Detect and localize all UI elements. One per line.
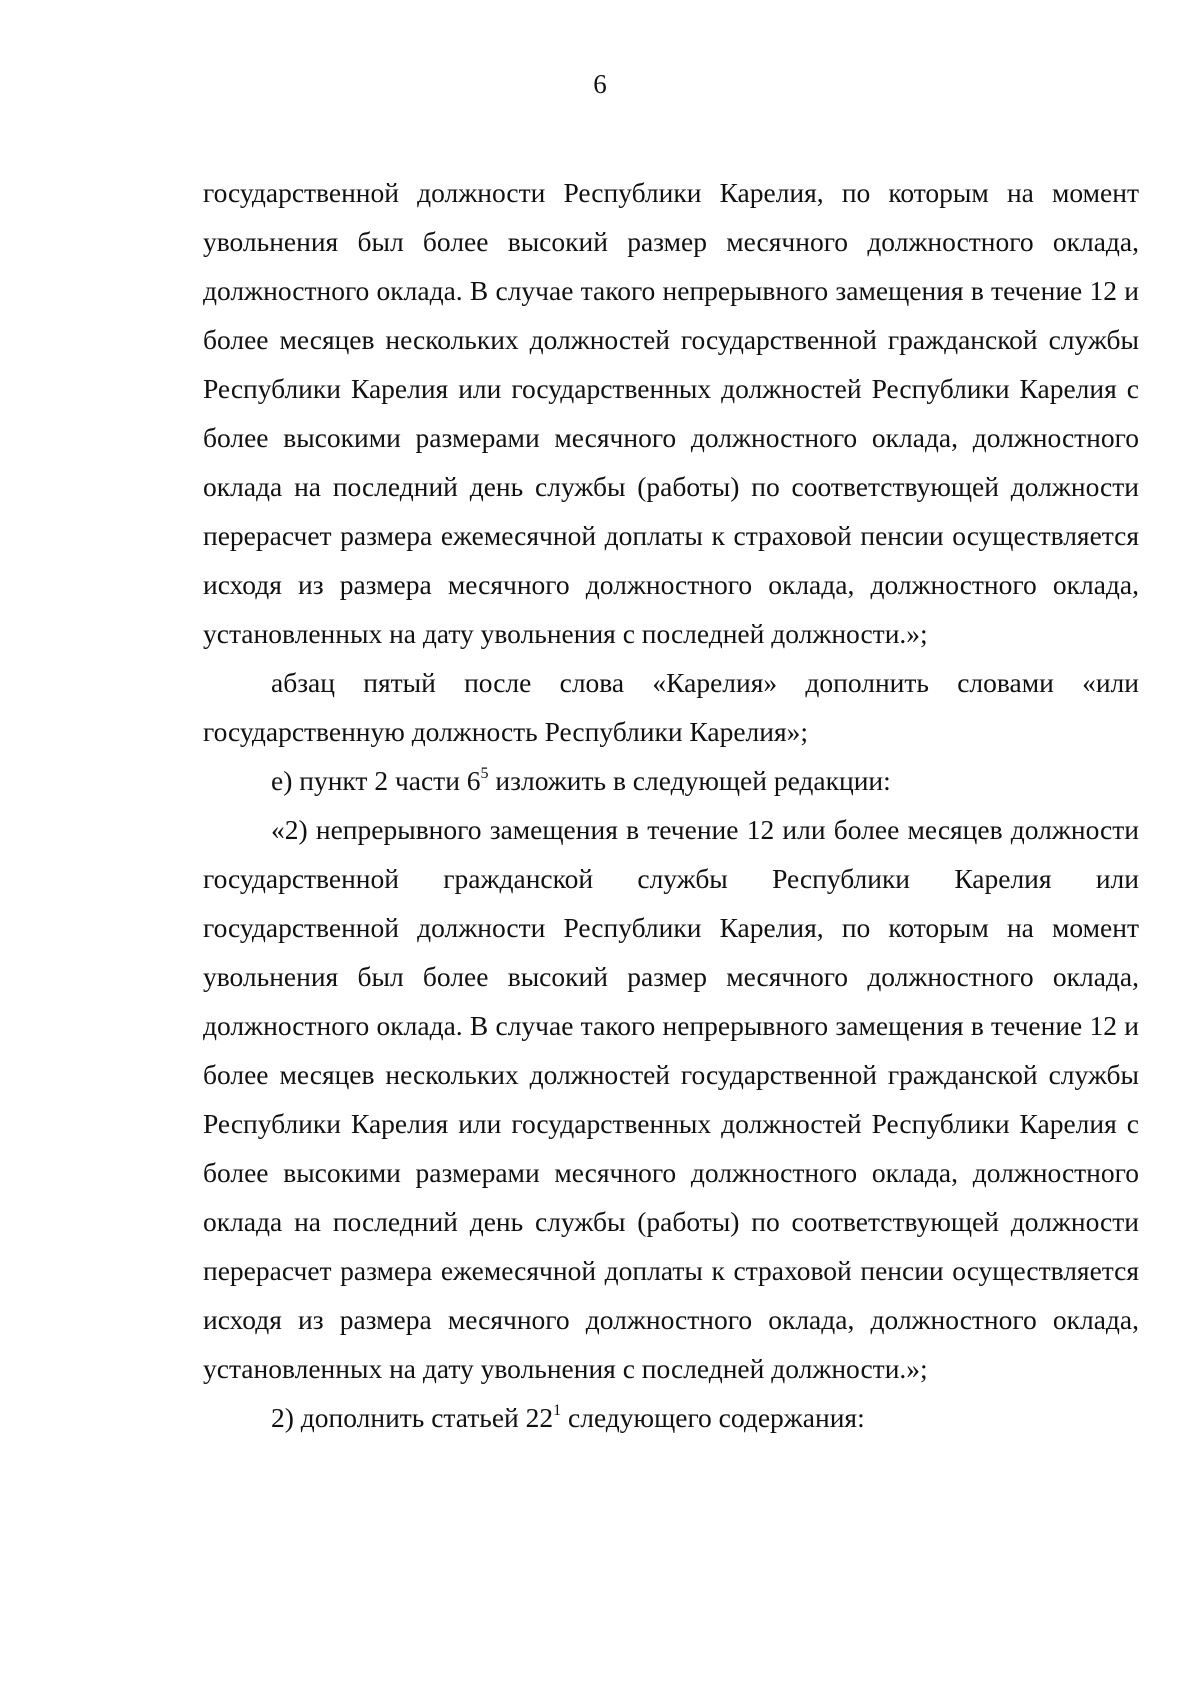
superscript-5: 5 xyxy=(480,765,489,782)
paragraph-continuation: государственной должности Республики Карелия, по которым на момент увольнения был более высокий размер месячного должностного оклада, должностного оклада. В случае такого непрерывного замещения в течение 12 и более месяцев нескольких должностей государственной гражданской службы Республики Карелия или государственных должностей Республики Карелия с более высокими размерами месячного должностного оклада, должностного оклада на последний день службы (работы) по соответствующей должности перерасчет размера ежемесячной доплаты к страховой пенсии осуществляется исходя из размера месячного должностного оклада, должностного оклада, установленных на дату увольнения с последней должности.»; xyxy=(203,177,1139,649)
paragraph-punkt-e xyxy=(203,756,1139,805)
paragraph-abzac-pyatyi: абзац пятый после слова «Карелия» дополнить словами «или государственную должность Республики Карелия»; xyxy=(203,667,1139,747)
paragraph-punkt-2-text: 2) дополнить статьей 22 xyxy=(271,1402,554,1433)
page-number: 6 xyxy=(593,69,607,99)
paragraph-punkt-2-statya xyxy=(203,1393,1139,1442)
paragraph-punkt-2-text-end: следующего содержания: xyxy=(561,1402,865,1433)
paragraph-punkt-e-text-end: изложить в следующей редакции: xyxy=(488,765,891,796)
paragraph-quoted-punkt-2: «2) непрерывного замещения в течение 12 или более месяцев должности государственной гражданской службы Республики Карелия или государственной должности Республики Карелия, по которым на момент увольнения был более высокий размер месячного должностного оклада, должностного оклада. В случае такого непрерывного замещения в течение 12 и более месяцев нескольких должностей государственной гражданской службы Республики Карелия или государственных должностей Республики Карелия с более высокими размерами месячного должностного оклада, должностного оклада на последний день службы (работы) по соответствующей должности перерасчет размера ежемесячной доплаты к страховой пенсии осуществляется исходя из размера месячного должностного оклада, должностного оклада, установленных на дату увольнения с последней должности.»; xyxy=(203,814,1139,1384)
superscript-1: 1 xyxy=(553,1402,562,1419)
paragraph-punkt-e-text: е) пункт 2 части 6 xyxy=(271,765,481,796)
document-body xyxy=(203,168,1139,1442)
